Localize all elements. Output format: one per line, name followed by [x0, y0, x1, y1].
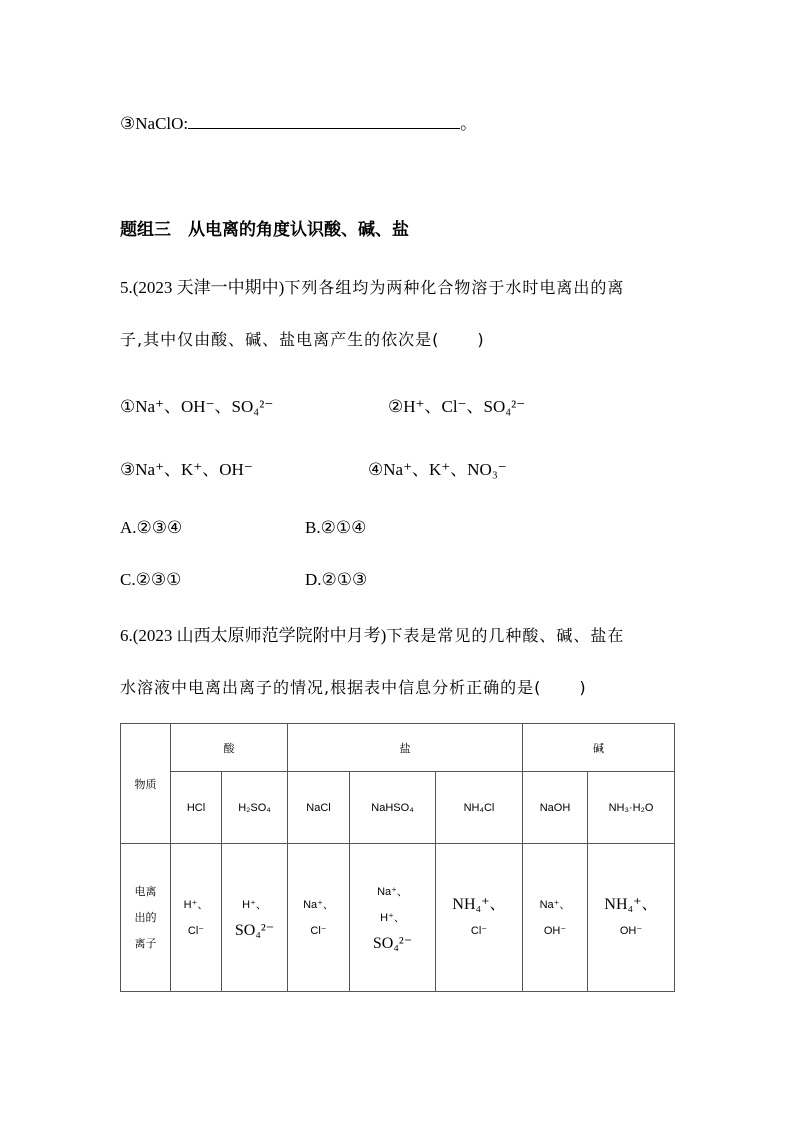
ion: SO₄²⁻: [234, 921, 275, 939]
ion: H⁺、: [242, 898, 267, 911]
substance-h2so4: H₂SO₄: [222, 772, 288, 844]
ions-nh4cl: [436, 844, 523, 992]
q6-stem-1: 下表是常见的几种酸、碱、盐在: [386, 626, 625, 645]
ion: H⁺、: [183, 898, 209, 911]
ions-naoh: [523, 844, 588, 992]
q5-option-a[interactable]: A.②③④: [120, 518, 183, 537]
answer-blank[interactable]: [188, 112, 460, 129]
group-salt: 盐: [288, 724, 523, 772]
substance-nh4cl: NH₄Cl: [436, 772, 523, 844]
q5-group-1: ①Na⁺、OH⁻、SO₄²⁻: [120, 397, 274, 416]
q3-end: 。: [460, 114, 478, 133]
q5-option-c[interactable]: C.②③①: [120, 570, 182, 589]
ion: NH₄⁺、: [604, 895, 658, 913]
group-base: 碱: [523, 724, 675, 772]
q5-group-4: ④Na⁺、K⁺、NO₃⁻: [368, 460, 507, 479]
ion: OH⁻: [543, 924, 567, 937]
ions-hcl: [171, 844, 222, 992]
q5-group-2: ②H⁺、Cl⁻、SO₄²⁻: [388, 397, 526, 416]
ionization-table: [120, 723, 675, 992]
ion: Cl⁻: [187, 924, 205, 937]
ions-nacl: [288, 844, 350, 992]
ions-h2so4: [222, 844, 288, 992]
q6-stem-line-1: [120, 625, 624, 647]
ion: Cl⁻: [310, 924, 327, 937]
ion: OH⁻: [619, 924, 643, 937]
q5-stem-2: 子,其中仅由酸、碱、盐电离产生的依次是(: [120, 330, 440, 349]
substance-hcl: HCl: [171, 772, 222, 844]
q5-stem-line-1: [120, 277, 624, 299]
q5-option-b[interactable]: B.②①④: [305, 518, 367, 537]
header-ions: [121, 844, 171, 992]
header-ions-1: 电离: [134, 885, 157, 898]
q5-source: 5.(2023 天津一中期中): [120, 278, 285, 297]
header-substance: 物质: [121, 724, 171, 844]
q5-group-3: ③Na⁺、K⁺、OH⁻: [120, 460, 253, 479]
section-heading: 题组三 从电离的角度认识酸、碱、盐: [120, 220, 409, 240]
q6-source: 6.(2023 山西太原师范学院附中月考): [120, 626, 387, 645]
q5-stem-close: ): [477, 330, 485, 349]
ions-nahso4: [350, 844, 436, 992]
substance-nh3h2o: NH₃·H₂O: [588, 772, 675, 844]
substance-nacl: NaCl: [288, 772, 350, 844]
q5-stem-1: 下列各组均为两种化合物溶于水时电离出的离: [284, 278, 625, 297]
header-ions-3: 离子: [134, 937, 157, 950]
header-ions-2: 出的: [134, 911, 157, 924]
q3-naclo-line: [120, 112, 477, 135]
ion: Na⁺、: [377, 885, 408, 898]
substance-nahso4: NaHSO₄: [350, 772, 436, 844]
ion: NH₄⁺、: [452, 895, 506, 913]
ion: H⁺、: [380, 911, 405, 924]
q6-stem-line-2: [120, 677, 587, 699]
group-acid: 酸: [171, 724, 288, 772]
ions-nh3h2o: [588, 844, 675, 992]
ion: Cl⁻: [470, 924, 488, 937]
q3-label: ③NaClO:: [120, 114, 189, 133]
ion: Na⁺、: [303, 898, 334, 911]
ion: SO₄²⁻: [372, 934, 413, 952]
q6-stem-close: ): [579, 678, 587, 697]
q5-option-d[interactable]: D.②①③: [305, 570, 368, 589]
q6-stem-2: 水溶液中电离出离子的情况,根据表中信息分析正确的是(: [120, 678, 542, 697]
ion: Na⁺、: [539, 898, 571, 911]
substance-naoh: NaOH: [523, 772, 588, 844]
q5-stem-line-2: [120, 329, 485, 351]
